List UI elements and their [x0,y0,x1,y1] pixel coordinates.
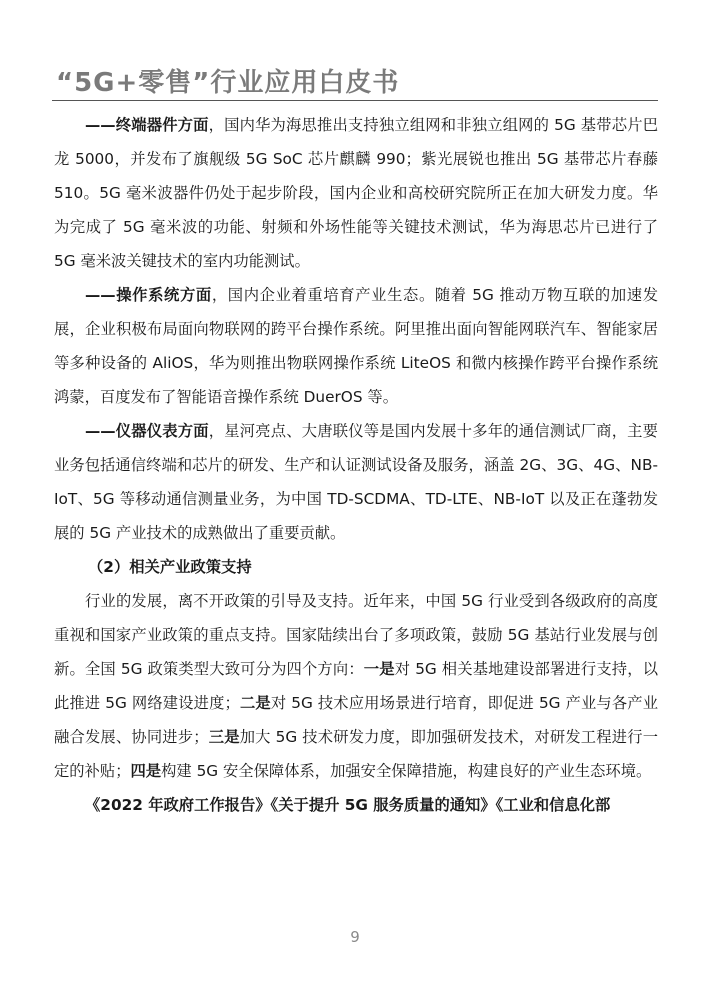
operating-systems-text: ，国内企业着重培育产业生态。随着 5G 推动万物互联的加速发展，企业积极布局面向物联网的跨平台操作系统。阿里推出面向智能网联汽车、智能家居等多种设备的 AliOS，华为则推出物联网操作系统 LiteOS 和微内核操作跨平台操作系统鸿蒙，百度发布了智能语音操作系统 DuerOS 等。 [54,286,658,406]
paragraph-policy-support [54,584,658,788]
document-body [54,108,658,822]
paragraph-instruments [54,414,658,550]
instruments-text: ，星河亮点、大唐联仪等是国内发展十多年的通信测试厂商，主要业务包括通信终端和芯片的研发、生产和认证测试设备及服务，涵盖 2G、3G、4G、NB-IoT、5G 等移动通信测量业务，为中国 TD-SCDMA、TD-LTE、NB-IoT 以及正在蓬勃发展的 5G 产业技术的成熟做出了重要贡献。 [54,422,658,542]
policy-text-4: 加大 5G 技术研发力度，即加强研发技术，对研发工程进行一定的补贴； [54,728,658,780]
policy-support-heading: （2）相关产业政策支持 [88,558,252,576]
terminal-devices-text: ，国内华为海思推出支持独立组网和非独立组网的 5G 基带芯片巴龙 5000，并发布了旗舰级 5G SoC 芯片麒麟 990；紫光展锐也推出 5G 基带芯片春藤 510。5G 毫米波器件仍处于起步阶段，国内企业和高校研究院所正在加大研发力度。华为完成了 5G 毫米波的功能、射频和外场性能等关键技术测试，华为海思芯片已进行了 5G 毫米波关键技术的室内功能测试。 [54,116,658,270]
instruments-lead: ——仪器仪表方面 [85,422,209,440]
policy-text-2: 对 5G 相关基地建设部署进行支持，以此推进 5G 网络建设进度； [54,660,658,712]
paragraph-policy-documents: 《2022 年政府工作报告》《关于提升 5G 服务质量的通知》《工业和信息化部 [85,796,611,814]
policy-text-1: 行业的发展，离不开政策的引导及支持。近年来，中国 5G 行业受到各级政府的高度重视和国家产业政策的重点支持。国家陆续出台了多项政策，鼓励 5G 基站行业发展与创新。全国 5G 政策类型大致可分为四个方向： [54,592,658,678]
policy-point-1: 一是 [363,660,395,678]
policy-point-4: 四是 [130,762,162,780]
document-header-title: “5G+零售”行业应用白皮书 [56,68,400,98]
policy-point-3: 三是 [208,728,240,746]
operating-systems-lead: ——操作系统方面 [85,286,212,304]
page-number: 9 [350,928,360,946]
paragraph-terminal-devices [54,108,658,278]
header-divider [52,100,658,101]
paragraph-operating-systems [54,278,658,414]
policy-point-2: 二是 [239,694,271,712]
policy-text-3: 对 5G 技术应用场景进行培育，即促进 5G 产业与各产业融合发展、协同进步； [54,694,659,746]
policy-text-5: 构建 5G 安全保障体系，加强安全保障措施，构建良好的产业生态环境。 [161,762,652,780]
terminal-devices-lead: ——终端器件方面 [85,116,209,134]
